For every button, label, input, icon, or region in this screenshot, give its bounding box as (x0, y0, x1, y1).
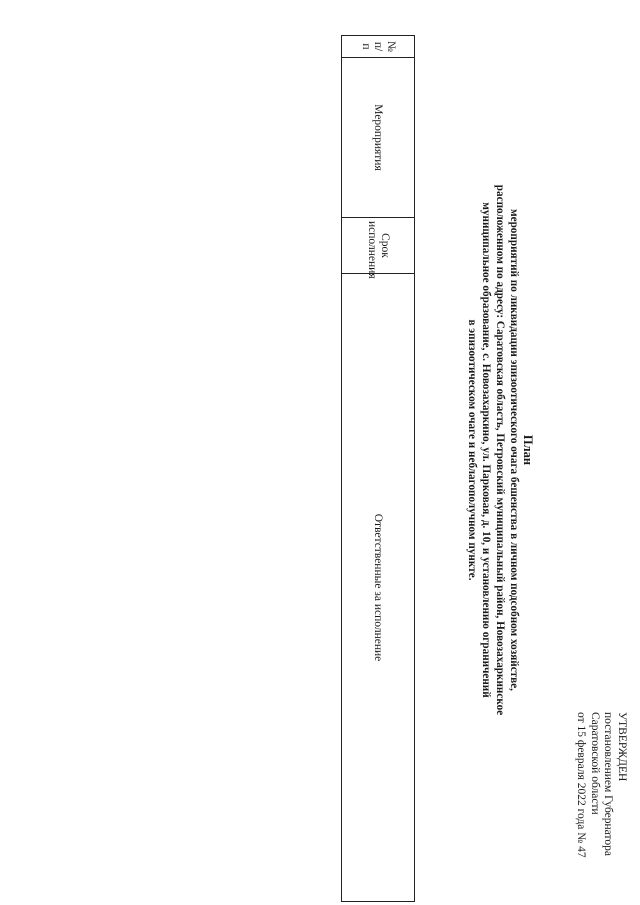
title-heading: План (521, 434, 535, 466)
title-line-2: расположенном по адресу: Саратовская область, Петровский муниципальный район, Новозахаркинское (494, 184, 506, 716)
document-title (465, 130, 535, 770)
approval-line-4: от 15 февраля 2022 года № 47 (575, 712, 588, 858)
approval-line-3: Саратовской области (589, 712, 601, 815)
header-responsible: Ответственные за исполнение (342, 274, 415, 902)
plan-table (341, 35, 415, 902)
title-line-1: мероприятий по ликвидации эпизоотического очага бешенства в личном подсобном хозяйстве, (508, 209, 520, 691)
header-term: Срок исполнения (342, 218, 415, 274)
header-num: № п/п (342, 36, 415, 58)
approval-line-1: УТВЕРЖДЕН (616, 712, 628, 782)
header-measures: Мероприятия (342, 58, 415, 218)
approval-line-2: постановлением Губернатора (602, 712, 615, 856)
table-header-row (342, 36, 415, 902)
approval-stamp (574, 712, 628, 902)
title-line-4: в эпизоотическом очаге и неблагополучном пункте. (466, 319, 478, 581)
title-line-3: муниципальное образование, с. Новозахаркино, ул. Парковая, д. 10, и установлению ограничений (480, 202, 492, 698)
